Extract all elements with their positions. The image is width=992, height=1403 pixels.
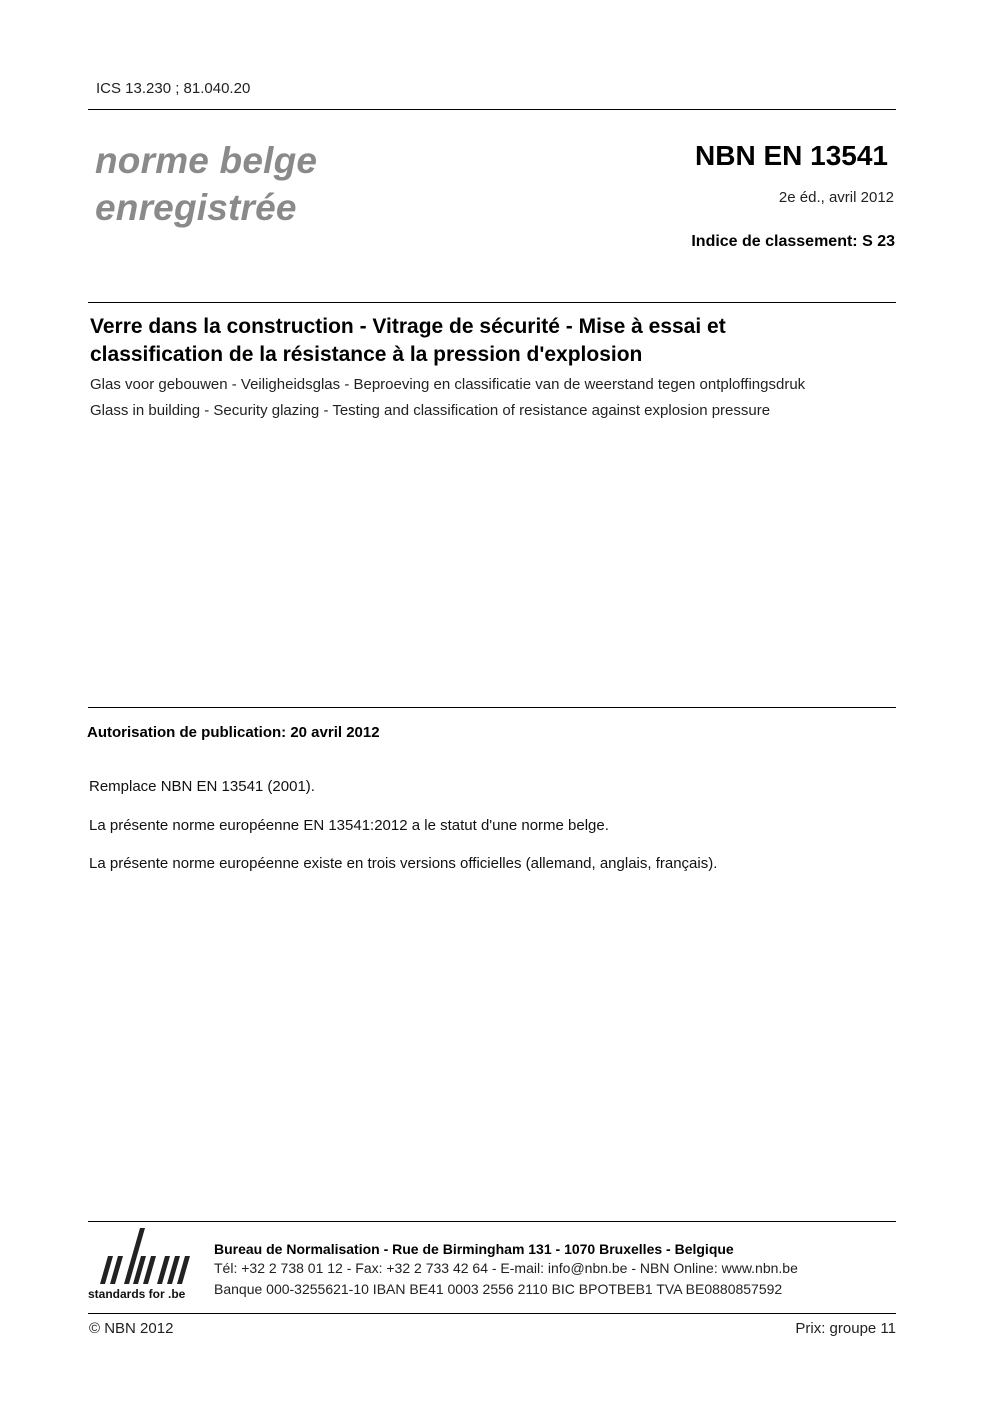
bottom-divider	[88, 1313, 896, 1314]
publication-divider	[88, 707, 896, 708]
note-versions: La présente norme européenne existe en trois versions officielles (allemand, anglais, français).	[89, 855, 718, 872]
title-dutch: Glas voor gebouwen - Veiligheidsglas - Beproeving en classificatie van de weerstand tegen ontploffingsdruk	[90, 376, 806, 393]
copyright: © NBN 2012	[89, 1320, 174, 1337]
ics-code: ICS 13.230 ; 81.040.20	[96, 80, 251, 97]
header-divider	[88, 109, 896, 110]
title-fr-line-1: Verre dans la construction - Vitrage de sécurité - Mise à essai et	[90, 315, 726, 338]
classification-index: Indice de classement: S 23	[691, 233, 895, 250]
brand-line-2: enregistrée	[95, 187, 297, 228]
edition-date: 2e éd., avril 2012	[778, 189, 894, 206]
note-replaces: Remplace NBN EN 13541 (2001).	[89, 778, 315, 795]
brand-line-1: norme belge	[95, 140, 318, 181]
title-english: Glass in building - Security glazing - Testing and classification of resistance against explosion pressure	[90, 402, 771, 419]
document-title	[90, 313, 890, 369]
price-group: Prix: groupe 11	[795, 1320, 896, 1337]
footer-divider	[88, 1221, 896, 1222]
note-status: La présente norme européenne EN 13541:2012 a le statut d'une norme belge.	[89, 817, 609, 834]
standard-number: NBN EN 13541	[695, 140, 888, 171]
publication-authorisation: Autorisation de publication: 20 avril 2012	[87, 724, 380, 741]
title-divider	[88, 302, 896, 303]
footer-bank: Banque 000-3255621-10 IBAN BE41 0003 2556 2110 BIC BPOTBEB1 TVA BE0880857592	[214, 1281, 783, 1297]
nbn-logo-icon	[88, 1228, 200, 1286]
nbn-logo	[88, 1228, 200, 1308]
footer-contact: Tél: +32 2 738 01 12 - Fax: +32 2 733 42 64 - E-mail: info@nbn.be - NBN Online: www.nbn.be	[214, 1260, 798, 1276]
logo-tagline: standards for .be	[88, 1287, 186, 1301]
footer-address: Bureau de Normalisation - Rue de Birmingham 131 - 1070 Bruxelles - Belgique	[214, 1241, 734, 1257]
title-fr-line-2: classification de la résistance à la pression d'explosion	[90, 343, 643, 366]
